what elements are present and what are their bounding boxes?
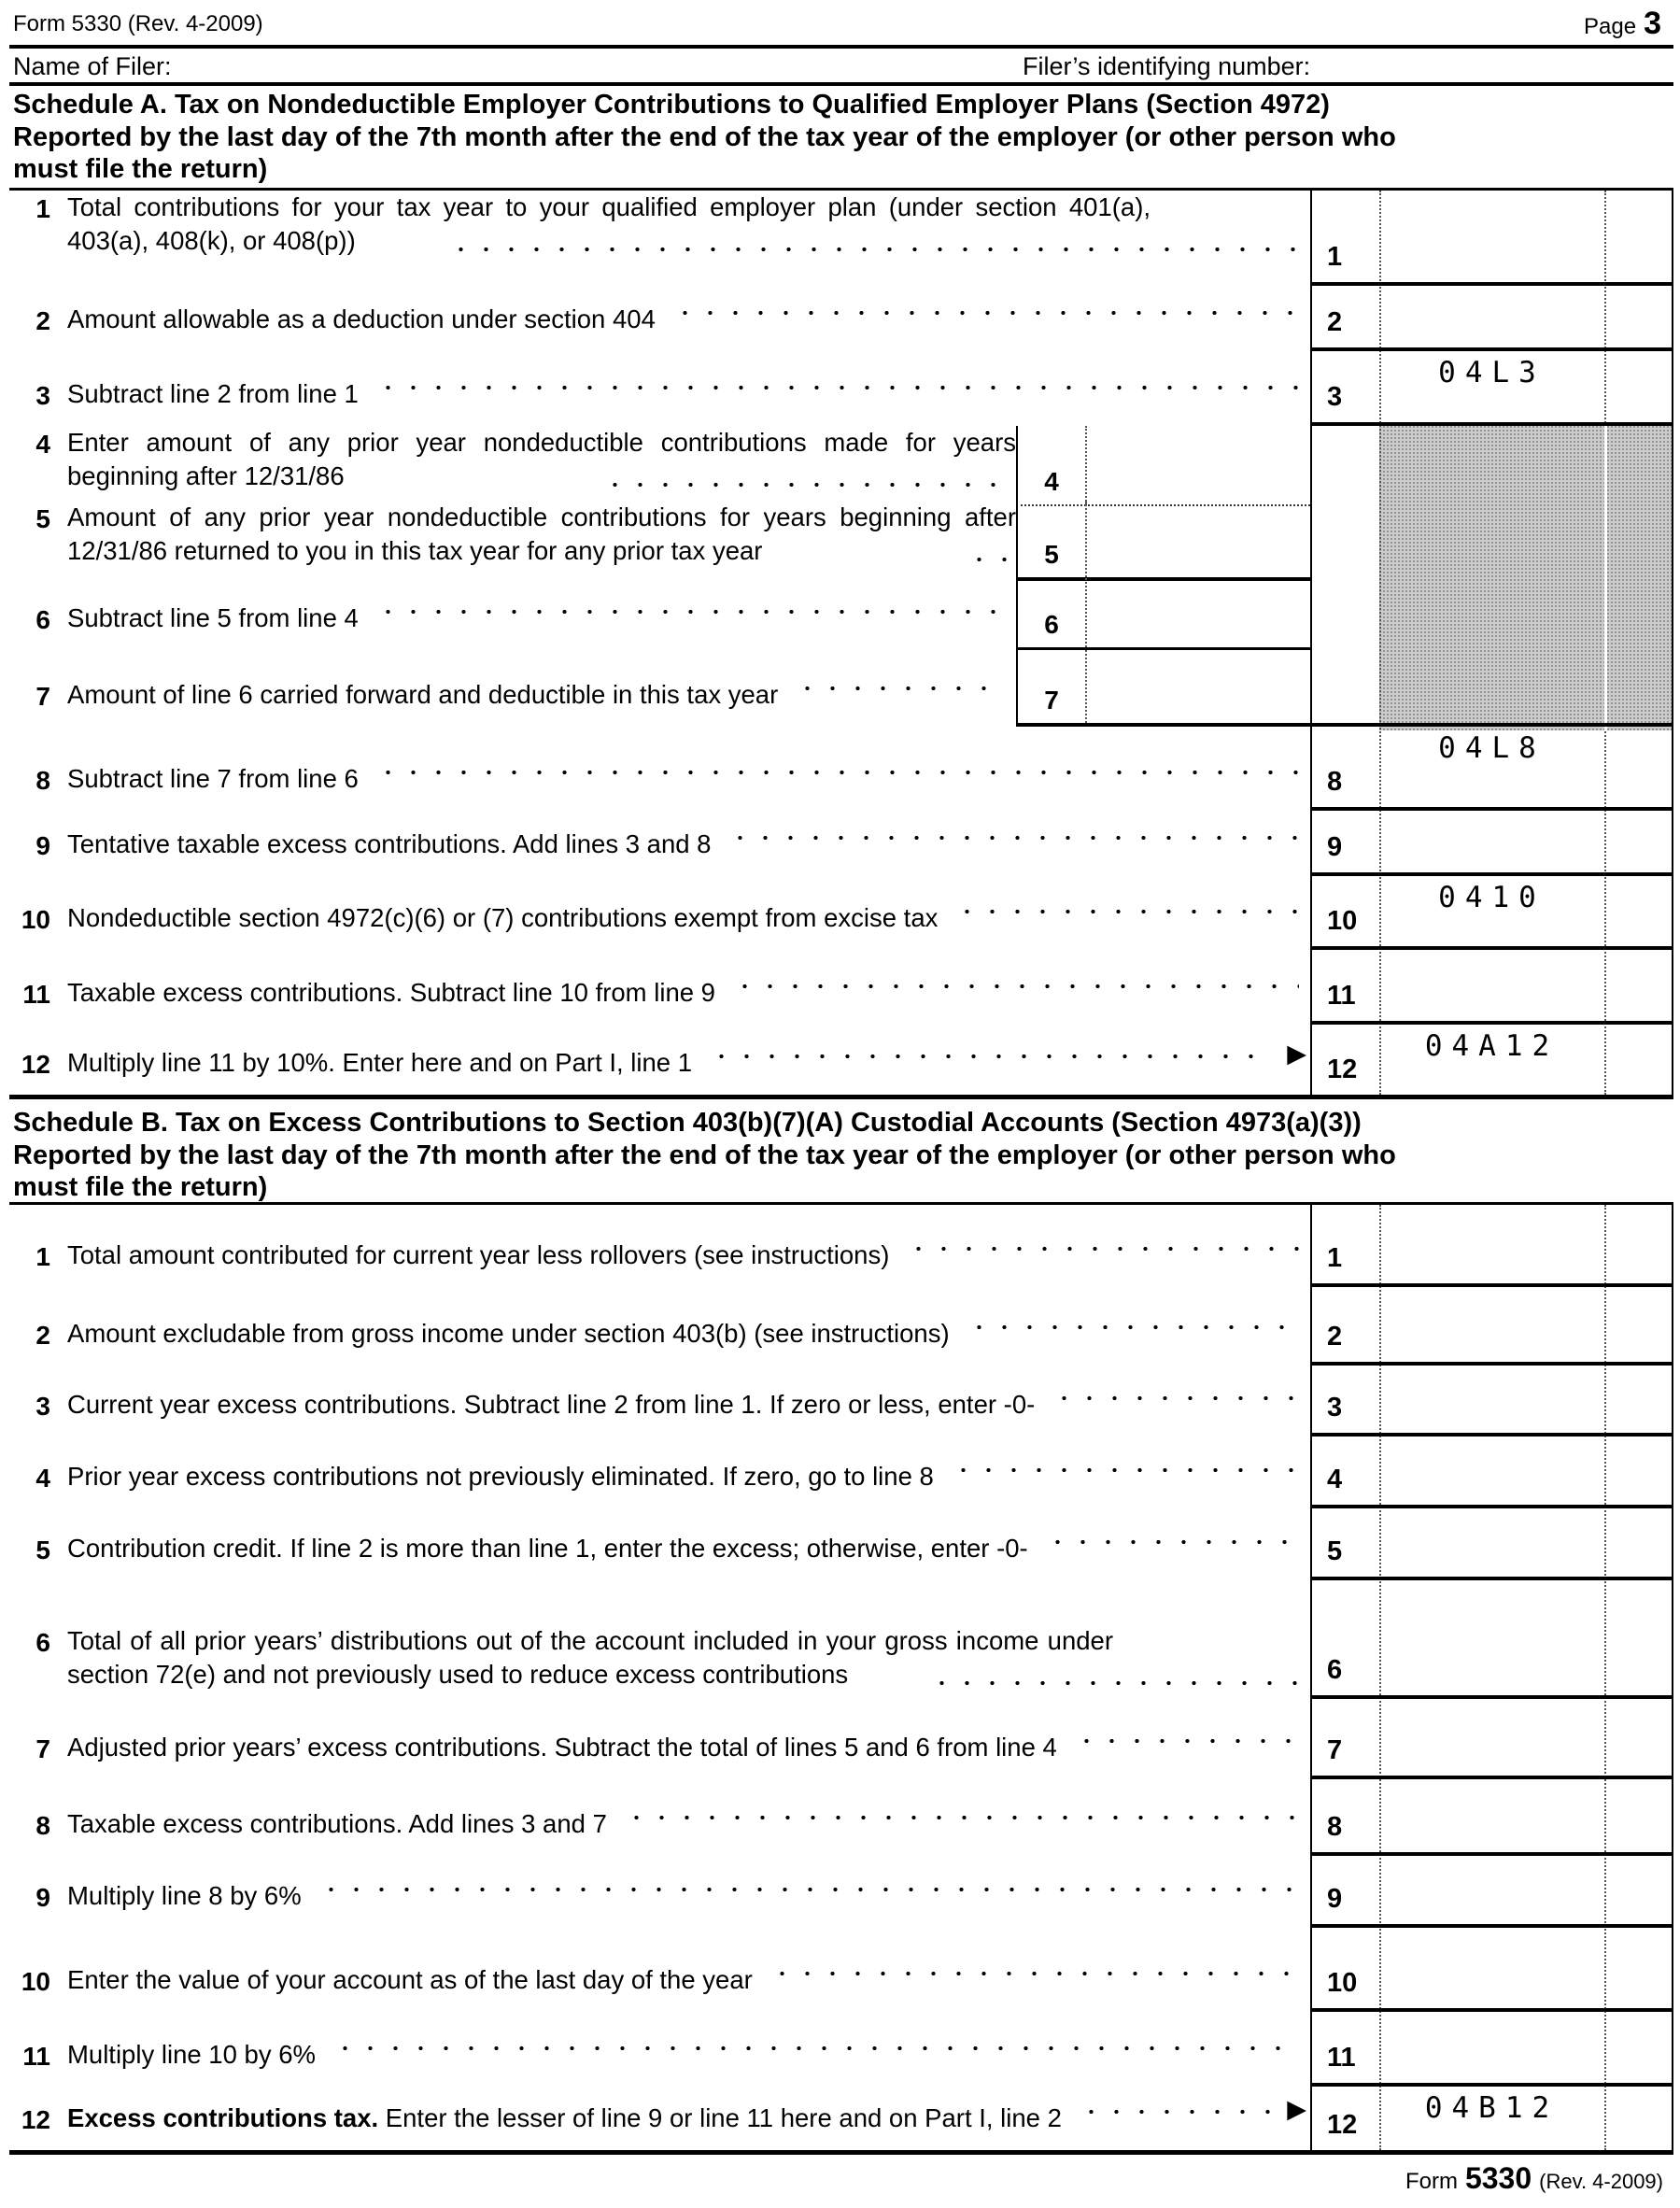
schedule-b-line-10-item-number: 10: [21, 1967, 50, 1996]
schedule-a-line-8-text-wrap: [56, 727, 1310, 811]
schedule-a-line-12-amount-field[interactable]: [1379, 1025, 1604, 1095]
schedule-a-line-12: [9, 1025, 1673, 1095]
schedule-a-line-7-sub-box-number: 7: [1044, 686, 1059, 715]
schedule-b-line-3-text-wrap: [56, 1366, 1310, 1437]
schedule-b-line-3-cents-field[interactable]: [1604, 1366, 1673, 1437]
schedule-a-line-9-text: Tentative taxable excess contributions. Add lines 3 and 8: [67, 829, 712, 858]
schedule-b-line-1-text-wrap: [56, 1205, 1310, 1287]
schedule-b-line-8-item-number: 8: [35, 1811, 50, 1840]
schedule-a-line-8: [9, 727, 1673, 811]
schedule-b-line-7-text: Adjusted prior years’ excess contributions. Subtract the total of lines 5 and 6 from line 4: [67, 1733, 1057, 1762]
schedule-b-line-9-amount-field[interactable]: [1379, 1856, 1604, 1928]
schedule-b-line-12-scanline-code: 04B12: [1424, 2091, 1560, 2125]
schedule-b-line-11-description: [56, 2012, 1310, 2087]
schedule-b-line-10-text: Enter the value of your account as of the last day of the year: [67, 1965, 753, 1994]
schedule-a-line-7-amount-field: [1379, 650, 1604, 727]
schedule-b-line-7-cents-field[interactable]: [1604, 1699, 1673, 1779]
dotted-leader: [318, 1887, 1299, 1892]
schedule-a-line-4-cents-field: [1604, 426, 1673, 506]
filer-id-label: Filer’s identifying number:: [1023, 52, 1311, 80]
schedule-b-line-5-text-wrap: [56, 1508, 1310, 1580]
schedule-a-line-1-text: Total contributions for your tax year to your qualified employer plan (under section 401(a), 403(a), 408(k), or 408(p)): [67, 192, 1151, 255]
dotted-leader: [375, 770, 1299, 775]
schedule-b-line-5-cents-field[interactable]: [1604, 1508, 1673, 1580]
dotted-leader: [672, 310, 1299, 316]
schedule-b-line-1-amount-field[interactable]: [1379, 1205, 1604, 1287]
schedule-a-line-8-text: Subtract line 7 from line 6: [67, 764, 359, 793]
schedule-b-line-11-item-number: 11: [22, 2042, 50, 2071]
schedule-b-line-7: [9, 1699, 1673, 1779]
schedule-a-line-6: [9, 575, 1673, 650]
schedule-a-line-2: [9, 284, 1673, 351]
schedule-a-line-1-amount-field[interactable]: [1379, 191, 1604, 286]
schedule-a-line-12-item-number: 12: [21, 1050, 50, 1079]
schedule-a-line-1-box-number: 1: [1310, 191, 1379, 286]
schedule-b-line-12-text-wrap: [56, 2087, 1310, 2150]
schedule-a-line-4: [9, 426, 1673, 501]
schedule-a-line-6-sub-amount-field[interactable]: [1085, 575, 1310, 647]
schedule-a-line-6-amount-field: [1379, 575, 1604, 650]
schedule-a-line-4-text-wrap: [56, 426, 1016, 506]
schedule-b-line-12-text: Excess contributions tax. Enter the lesser of line 9 or line 11 here and on Part I, line 2: [67, 2103, 1062, 2132]
schedule-a-line-9-cents-field[interactable]: [1604, 811, 1673, 876]
schedule-b-line-10-text-wrap: [56, 1928, 1310, 2012]
schedule-b-line-1: [9, 1205, 1673, 1287]
schedule-b-line-8-amount-field[interactable]: [1379, 1779, 1604, 1856]
schedule-a-line-4-box-number: [1310, 426, 1379, 506]
schedule-a-line-5-cents-field: [1604, 501, 1673, 581]
schedule-a-line-1-description: [56, 191, 1310, 286]
schedule-a-line-7-text: Amount of line 6 carried forward and deductible in this tax year: [67, 680, 779, 709]
schedule-a-line-10-scanline-code: 0410: [1438, 881, 1546, 914]
schedule-b-line-3-description: [56, 1366, 1310, 1437]
schedule-a-line-6-text: Subtract line 5 from line 4: [67, 603, 359, 632]
schedule-a-line-6-sub-box-number: 6: [1044, 610, 1059, 639]
dotted-leader: [1045, 1539, 1299, 1545]
schedule-b-line-7-amount-field[interactable]: [1379, 1699, 1604, 1779]
schedule-b-line-6-item-number: 6: [35, 1628, 50, 1657]
schedule-b-line-1-item-number: 1: [35, 1242, 50, 1271]
schedule-b-line-5-text: Contribution credit. If line 2 is more than line 1, enter the excess; otherwise, enter -0-: [67, 1534, 1028, 1563]
schedule-a-line-7-text-wrap: [56, 650, 1016, 727]
schedule-a-line-10-box-number: 10: [1310, 876, 1379, 950]
schedule-a-line-7-item-number: 7: [35, 682, 50, 711]
schedule-b-line-6: [9, 1580, 1673, 1699]
schedule-b-table: [9, 1205, 1673, 2150]
schedule-b-line-9-text-wrap: [56, 1856, 1310, 1928]
schedule-b-line-9-box-number: 9: [1310, 1856, 1379, 1928]
schedule-a-line-4-item-number: 4: [35, 430, 50, 459]
schedule-b-line-4: [9, 1437, 1673, 1508]
schedule-b-line-12-box-number: 12: [1327, 2110, 1358, 2140]
schedule-a-title: Schedule A. Tax on Nondeductible Employer Contributions to Qualified Employer Plans (Section 4972): [13, 90, 1330, 120]
schedule-a-line-3-cents-field[interactable]: [1604, 351, 1673, 426]
schedule-a-line-5-sub-box-number: 5: [1044, 540, 1059, 569]
dotted-leader: [954, 909, 1299, 914]
header-rule: [9, 45, 1673, 49]
name-of-filer-field[interactable]: [196, 50, 999, 80]
schedule-b-line-11-amount-field[interactable]: [1379, 2012, 1604, 2087]
schedule-b-line-5-item-number: 5: [35, 1536, 50, 1564]
schedule-a-line-5-description: [56, 501, 1310, 581]
schedule-a-line-9-text-wrap: [56, 811, 1310, 876]
schedule-b-subtitle: Reported by the last day of the 7th month after the end of the tax year of the employer (or other person who must file the return): [13, 1140, 1396, 1202]
schedule-a-line-12-cents-field[interactable]: [1604, 1025, 1673, 1095]
schedule-a-line-4-sub-box-number: 4: [1044, 467, 1059, 496]
schedule-b-line-1-text: Total amount contributed for current year less rollovers (see instructions): [67, 1240, 890, 1269]
schedule-a-line-10-item-number: 10: [21, 905, 50, 934]
schedule-a-line-12-text: Multiply line 11 by 10%. Enter here and on Part I, line 1: [67, 1048, 693, 1077]
schedule-b-line-5-description: [56, 1508, 1310, 1580]
schedule-a-line-11-box-number: 11: [1310, 950, 1379, 1025]
schedule-b-line-4-description: [56, 1437, 1310, 1508]
schedule-a-line-5-text: Amount of any prior year nondeductible contributions for years beginning after 12/31/86 returned to you in this tax year for any prior tax year: [67, 502, 1016, 565]
schedule-a-line-3-description: [56, 351, 1310, 426]
dotted-leader: [727, 835, 1299, 841]
schedule-b-line-6-amount-field[interactable]: [1379, 1580, 1604, 1699]
schedule-a-line-12-box-number: 12: [1327, 1054, 1358, 1084]
dotted-leader: [709, 1054, 1274, 1059]
dotted-leader: [375, 385, 1299, 390]
dotted-leader: [602, 482, 1009, 488]
schedule-a-line-7-sub-box: [1016, 650, 1310, 727]
schedule-a-line-4-sub-box: [1016, 426, 1310, 506]
schedule-a-line-10: [9, 876, 1673, 950]
schedule-a-line-4-description: [56, 426, 1310, 506]
form-id-header: Form 5330 (Rev. 4-2009): [13, 11, 263, 36]
dotted-leader: [1079, 2109, 1274, 2115]
schedule-b-line-2-text-wrap: [56, 1287, 1310, 1366]
schedule-b-line-10-amount-field[interactable]: [1379, 1928, 1604, 2012]
schedule-a-line-1-cents-field[interactable]: [1604, 191, 1673, 286]
schedule-a-line-8-amount-field[interactable]: [1379, 727, 1604, 811]
schedule-b-line-7-box-number: 7: [1310, 1699, 1379, 1779]
schedule-b-line-2-text: Amount excludable from gross income under section 403(b) (see instructions): [67, 1319, 950, 1348]
schedule-a-line-9: [9, 811, 1673, 876]
schedule-b-line-8-description: [56, 1779, 1310, 1856]
schedule-a-line-11-description: [56, 950, 1310, 1025]
schedule-a-line-10-text: Nondeductible section 4972(c)(6) or (7) contributions exempt from excise tax: [67, 903, 939, 932]
schedule-a-line-8-description: [56, 727, 1310, 811]
schedule-a-line-2-cents-field[interactable]: [1604, 284, 1673, 351]
schedule-b-line-1-cents-field[interactable]: [1604, 1205, 1673, 1287]
filer-row-rule: [9, 82, 1673, 86]
arrow-icon: ▶: [1287, 1040, 1306, 1068]
schedule-b-line-2-amount-field[interactable]: [1379, 1287, 1604, 1366]
schedule-b-line-3-amount-field[interactable]: [1379, 1366, 1604, 1437]
schedule-a-line-3-text: Subtract line 2 from line 1: [67, 379, 359, 408]
schedule-a-line-6-text-wrap: [56, 575, 1016, 650]
schedule-b-line-4-item-number: 4: [35, 1464, 50, 1493]
schedule-b-line-11-box-number: 11: [1310, 2012, 1379, 2087]
schedule-b-line-9-text: Multiply line 8 by 6%: [67, 1881, 302, 1910]
schedule-b-line-9: [9, 1856, 1673, 1928]
schedule-a-line-3-amount-field[interactable]: [1379, 351, 1604, 426]
schedule-b-line-8-box-number: 8: [1310, 1779, 1379, 1856]
schedule-b-line-2-item-number: 2: [35, 1321, 50, 1350]
schedule-a-line-2-box-number: 2: [1310, 284, 1379, 351]
schedule-b-line-6-text: Total of all prior years’ distributions out of the account included in your gross income under section 72(e) and not previously used to reduce excess contributions: [67, 1626, 1113, 1689]
schedule-a-line-3-item-number: 3: [35, 381, 50, 410]
dotted-leader: [332, 2045, 1299, 2051]
schedule-b-line-8-cents-field[interactable]: [1604, 1779, 1673, 1856]
schedule-b-line-1-description: [56, 1205, 1310, 1287]
schedule-a-line-7-description: [56, 650, 1310, 727]
schedule-a-line-2-text: Amount allowable as a deduction under section 404: [67, 304, 656, 333]
schedule-a-line-7-cents-field: [1604, 650, 1673, 727]
schedule-b-title: Schedule B. Tax on Excess Contributions to Section 403(b)(7)(A) Custodial Accounts (Section 4973(a)(3)): [13, 1108, 1362, 1138]
schedule-a-line-9-description: [56, 811, 1310, 876]
schedule-b-line-12-item-number: 12: [21, 2105, 50, 2134]
schedule-b-line-10-description: [56, 1928, 1310, 2012]
filer-id-field[interactable]: [1345, 50, 1662, 80]
schedule-b-line-7-description: [56, 1699, 1310, 1779]
schedule-b-line-2-description: [56, 1287, 1310, 1366]
schedule-b-line-6-box-number: 6: [1310, 1580, 1379, 1699]
schedule-a-line-6-sub-box: [1016, 575, 1310, 650]
schedule-a-line-12-description: [56, 1025, 1310, 1095]
footer-form-number: 5330: [1464, 2161, 1532, 2195]
schedule-a-line-11-item-number: 11: [22, 980, 50, 1009]
name-of-filer-label: Name of Filer:: [13, 52, 172, 80]
dotted-leader: [967, 1324, 1299, 1330]
dotted-leader: [769, 1971, 1299, 1976]
dotted-leader: [967, 557, 1009, 562]
schedule-a-subtitle: Reported by the last day of the 7th month after the end of the tax year of the employer (or other person who must file the return): [13, 122, 1396, 184]
schedule-b-line-6-description: [56, 1580, 1310, 1699]
schedule-a-line-11-text-wrap: [56, 950, 1310, 1025]
schedule-b-line-11-text: Multiply line 10 by 6%: [67, 2040, 316, 2069]
schedule-b-line-2: [9, 1287, 1673, 1366]
schedule-a-line-5-amount-field: [1379, 501, 1604, 581]
schedule-a-line-5-box-number: [1310, 501, 1379, 581]
dotted-leader: [1052, 1395, 1299, 1401]
schedule-b-line-3-box-number: 3: [1310, 1366, 1379, 1437]
schedule-b-line-10-cents-field[interactable]: [1604, 1928, 1673, 2012]
schedule-a-line-1: [9, 191, 1673, 284]
schedule-b-line-10-box-number: 10: [1310, 1928, 1379, 2012]
schedule-b-line-7-text-wrap: [56, 1699, 1310, 1779]
schedule-b-line-4-cents-field[interactable]: [1604, 1437, 1673, 1508]
schedule-a-line-8-scanline-code: 04L8: [1438, 731, 1546, 765]
footer-revision: (Rev. 4-2009): [1539, 2170, 1663, 2193]
schedule-b-line-2-cents-field[interactable]: [1604, 1287, 1673, 1366]
schedule-b-line-11-text-wrap: [56, 2012, 1310, 2087]
schedule-b-line-3: [9, 1366, 1673, 1437]
schedule-a-bottom-rule: [9, 1095, 1673, 1099]
schedule-b-line-9-cents-field[interactable]: [1604, 1856, 1673, 1928]
schedule-b-line-8-text-wrap: [56, 1779, 1310, 1856]
schedule-b-line-4-text: Prior year excess contributions not previously eliminated. If zero, go to line 8: [67, 1462, 934, 1491]
schedule-a-line-3-box-number: 3: [1310, 351, 1379, 426]
page-number: 3: [1644, 6, 1661, 41]
schedule-b-line-1-box-number: 1: [1310, 1205, 1379, 1287]
schedule-a-line-10-text-wrap: [56, 876, 1310, 950]
schedule-a-table: [9, 191, 1673, 1095]
schedule-b-bottom-rule: [9, 2150, 1673, 2155]
arrow-icon: ▶: [1287, 2095, 1306, 2123]
schedule-a-line-10-cents-field[interactable]: [1604, 876, 1673, 950]
footer-form-label: Form: [1405, 2169, 1458, 2194]
schedule-a-line-1-item-number: 1: [35, 194, 50, 223]
schedule-b-line-5-amount-field[interactable]: [1379, 1508, 1604, 1580]
schedule-a-line-11: [9, 950, 1673, 1025]
schedule-b-line-6-cents-field[interactable]: [1604, 1580, 1673, 1699]
schedule-a-line-11-amount-field[interactable]: [1379, 950, 1604, 1025]
schedule-a-line-9-amount-field[interactable]: [1379, 811, 1604, 876]
schedule-a-line-9-box-number: 9: [1310, 811, 1379, 876]
schedule-b-line-5: [9, 1508, 1673, 1580]
schedule-a-line-7: [9, 650, 1673, 727]
schedule-b-line-2-box-number: 2: [1310, 1287, 1379, 1366]
schedule-b-line-12-description: [56, 2087, 1310, 2150]
schedule-b-line-11-cents-field[interactable]: [1604, 2012, 1673, 2087]
dotted-leader: [951, 1467, 1299, 1473]
schedule-b-line-7-item-number: 7: [35, 1734, 50, 1763]
schedule-a-line-2-text-wrap: [56, 284, 1310, 351]
schedule-a-line-11-text: Taxable excess contributions. Subtract line 10 from line 9: [67, 978, 715, 1007]
schedule-a-line-5-text-wrap: [56, 501, 1016, 581]
schedule-a-line-3: [9, 351, 1673, 426]
schedule-a-line-2-item-number: 2: [35, 306, 50, 335]
schedule-a-line-5-sub-amount-field[interactable]: [1085, 501, 1310, 577]
schedule-a-line-5-item-number: 5: [35, 504, 50, 533]
page-label: Page: [1584, 14, 1637, 39]
schedule-a-line-6-item-number: 6: [35, 605, 50, 634]
schedule-a-line-2-amount-field[interactable]: [1379, 284, 1604, 351]
schedule-a-line-6-cents-field: [1604, 575, 1673, 650]
schedule-b-line-12: [9, 2087, 1673, 2150]
schedule-a-line-3-text-wrap: [56, 351, 1310, 426]
dotted-leader: [448, 247, 1301, 252]
dotted-leader: [929, 1680, 1301, 1686]
schedule-a-line-4-sub-amount-field[interactable]: [1085, 426, 1310, 504]
dotted-leader: [1074, 1738, 1299, 1744]
schedule-a-line-6-box-number: [1310, 575, 1379, 650]
schedule-a-line-11-cents-field[interactable]: [1604, 950, 1673, 1025]
dotted-leader: [795, 686, 1005, 691]
schedule-a-line-12-scanline-code: 04A12: [1424, 1029, 1560, 1063]
dotted-leader: [906, 1246, 1299, 1252]
page-indicator: [1584, 6, 1661, 42]
schedule-a-line-3-scanline-code: 04L3: [1438, 356, 1546, 389]
schedule-a-line-6-description: [56, 575, 1310, 650]
schedule-b-line-11: [9, 2012, 1673, 2087]
schedule-a-line-8-item-number: 8: [35, 766, 50, 795]
schedule-b-line-3-text: Current year excess contributions. Subtract line 2 from line 1. If zero or less, enter -0-: [67, 1390, 1036, 1419]
schedule-a-line-7-box-number: [1310, 650, 1379, 727]
schedule-a-line-1-text-wrap: [56, 191, 1310, 286]
schedule-a-line-10-amount-field[interactable]: [1379, 876, 1604, 950]
schedule-b-line-9-description: [56, 1856, 1310, 1928]
schedule-a-line-5-sub-box: [1016, 501, 1310, 581]
dotted-leader: [732, 984, 1299, 989]
schedule-a-line-4-amount-field: [1379, 426, 1604, 506]
schedule-a-line-10-description: [56, 876, 1310, 950]
schedule-b-line-4-text-wrap: [56, 1437, 1310, 1508]
schedule-a-line-5: [9, 501, 1673, 575]
schedule-a-line-9-item-number: 9: [35, 831, 50, 860]
schedule-b-line-8: [9, 1779, 1673, 1856]
schedule-b-line-12-cents-field[interactable]: [1604, 2087, 1673, 2150]
schedule-b-line-4-amount-field[interactable]: [1379, 1437, 1604, 1508]
schedule-b-line-4-box-number: 4: [1310, 1437, 1379, 1508]
schedule-b-line-3-item-number: 3: [35, 1392, 50, 1421]
dotted-leader: [624, 1815, 1299, 1820]
schedule-b-line-12-amount-field[interactable]: [1379, 2087, 1604, 2150]
schedule-b-line-5-box-number: 5: [1310, 1508, 1379, 1580]
schedule-a-line-12-text-wrap: [56, 1025, 1310, 1095]
schedule-a-line-8-cents-field[interactable]: [1604, 727, 1673, 811]
schedule-a-line-4-text: Enter amount of any prior year nondeductible contributions made for years beginning after 12/31/86: [67, 428, 1016, 490]
schedule-a-line-7-sub-amount-field[interactable]: [1085, 650, 1310, 723]
schedule-a-line-2-description: [56, 284, 1310, 351]
schedule-a-line-8-box-number: 8: [1310, 727, 1379, 811]
schedule-b-line-9-item-number: 9: [35, 1883, 50, 1912]
schedule-b-line-10: [9, 1928, 1673, 2012]
schedule-b-line-8-text: Taxable excess contributions. Add lines 3 and 7: [67, 1809, 607, 1838]
dotted-leader: [375, 609, 1005, 615]
page-footer: [1405, 2161, 1663, 2196]
